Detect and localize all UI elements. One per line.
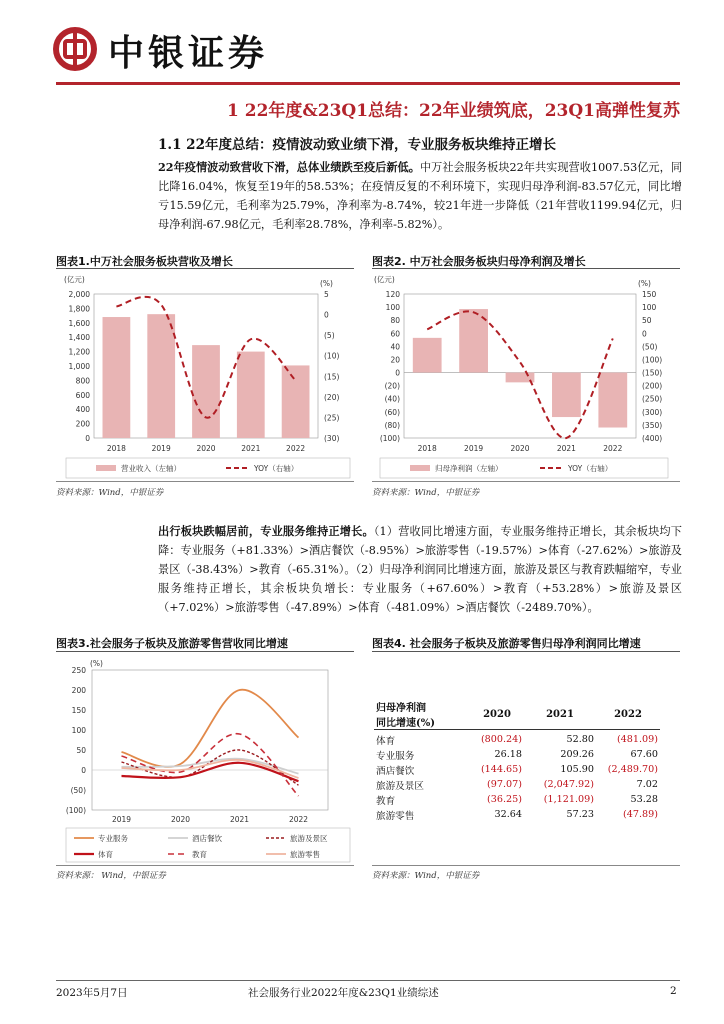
fig3-title: 图表3.社会服务子板块及旅游零售营收同比增速 — [56, 637, 288, 650]
table-header-year: 2022 — [614, 708, 642, 720]
y-tick: 0 — [81, 766, 86, 775]
y-tick: (50) — [70, 786, 86, 795]
bar — [192, 345, 220, 438]
footer-date: 2023年5月7日 — [56, 987, 128, 999]
y-tick-right: (150) — [642, 368, 663, 378]
paragraph-1-body: 中万社会服务板块22年共实现营收1007.53亿元，同比降16.04%，恢复至19年的58.53%；在疫情反复的不利环境下，实现归母净利润-83.57亿元，同比增亏15.59亿元，毛利率为25.79%，净利率为-8.74%，较21年进一步降低（21年营收1199.94亿元，归母净利润-67.98亿元，毛利率28.78%，净利率-5.82%）。 — [158, 161, 683, 231]
y-tick-left: (100) — [379, 434, 400, 443]
fig3-source-rule — [56, 865, 354, 866]
footer-title: 社会服务行业2022年度&23Q1业绩综述 — [248, 987, 439, 999]
left-axis-unit: (亿元) — [374, 275, 395, 284]
table-row-label: 酒店餐饮 — [376, 765, 415, 777]
table-cell: 26.18 — [494, 749, 522, 760]
table-cell: 7.02 — [636, 779, 658, 790]
table-row — [374, 777, 660, 792]
fig4-table — [374, 699, 660, 822]
y-tick-right: (15) — [324, 372, 340, 382]
y-tick-right: (350) — [642, 420, 663, 430]
table-row-label: 旅游及景区 — [376, 780, 424, 792]
fig1-source-rule — [56, 481, 354, 482]
x-tick: 2021 — [229, 815, 250, 824]
y-tick-left: 1,200 — [68, 347, 90, 357]
y-tick-left: 1,600 — [68, 318, 90, 328]
y-tick-right: 100 — [642, 303, 657, 313]
x-tick: 2019 — [151, 444, 171, 453]
x-tick: 2020 — [170, 815, 191, 824]
paragraph-1-lead: 22年疫情波动致营收下滑，总体业绩跌至疫后新低。 — [158, 160, 420, 174]
bar — [413, 338, 442, 373]
paragraph-2 — [158, 522, 682, 617]
section-title: 1 22年度&23Q1总结：22年业绩筑底，23Q1高弹性复苏 — [227, 101, 680, 121]
fig4-source: 资料来源：Wind，中银证券 — [372, 871, 480, 881]
fig2-rule — [372, 268, 680, 269]
table-cell: 52.80 — [566, 734, 594, 745]
y-tick-left: 100 — [385, 303, 400, 313]
y-tick-right: (10) — [324, 351, 340, 361]
fig3-chart — [56, 654, 356, 866]
fig1-rule — [56, 268, 354, 269]
paragraph-2-lead: 出行板块跌幅居前，专业服务维持正增长。 — [158, 524, 374, 538]
right-axis-unit: (%) — [638, 279, 651, 288]
bar — [598, 373, 627, 428]
paragraph-2-body: （1）营收同比增速方面，专业服务维持正增长，其余板块均下降：专业服务（+81.33%）>酒店餐饮（-8.95%）>旅游零售（-19.57%）>体育（-27.62%）>旅游及景区（-38.43%）>教育（-65.31%）。（2）归母净利润同比增速方面，旅游及景区与教育跌幅缩窄，专业服务维持正增长，其余板块负增长：专业服务（+67.60%）>教育（+53.28%）>旅游及景区（+7.02%）>旅游零售（-47.89%）>体育（-481.09%）>酒店餐饮（-2489.70%）。 — [158, 525, 682, 614]
table-cell: (2,489.70) — [607, 764, 658, 775]
y-tick-left: 1,800 — [68, 304, 90, 314]
y-tick-right: 50 — [642, 316, 652, 326]
legend-bar-label: 归母净利润（左轴） — [435, 464, 503, 473]
header-rule — [56, 82, 680, 85]
table-cell: (800.24) — [480, 734, 522, 745]
table-cell: 57.23 — [566, 809, 594, 820]
y-tick-left: (80) — [384, 420, 400, 430]
table-header-label — [374, 699, 470, 730]
y-tick-right: (100) — [642, 355, 663, 365]
y-tick-left: 120 — [385, 290, 400, 299]
y-tick-left: 400 — [75, 405, 90, 415]
y-tick-left: 40 — [390, 342, 400, 352]
y-tick: 50 — [76, 746, 86, 755]
x-tick: 2021 — [556, 444, 576, 453]
table-row — [374, 762, 660, 777]
table-cell: (36.25) — [487, 794, 522, 805]
bar — [237, 352, 265, 438]
x-tick: 2018 — [417, 444, 437, 453]
y-tick-left: 800 — [75, 376, 90, 386]
y-tick-left: 0 — [85, 434, 90, 443]
legend-label: 体育 — [98, 850, 113, 859]
y-tick-left: (20) — [384, 381, 400, 391]
y-tick-right: (250) — [642, 394, 663, 404]
table-row — [374, 732, 660, 747]
table-header-year: 2020 — [483, 708, 511, 720]
legend-bar-label: 营业收入（左轴） — [121, 464, 181, 473]
fig4-source-rule — [372, 865, 680, 866]
page-number: 2 — [670, 985, 677, 997]
paragraph-1 — [158, 158, 682, 234]
x-tick: 2019 — [464, 444, 484, 453]
fig1-chart — [56, 272, 356, 480]
fig3-rule — [56, 651, 354, 652]
y-tick-right: (5) — [324, 331, 335, 341]
bar — [552, 373, 581, 418]
table-row — [374, 747, 660, 762]
x-tick: 2019 — [111, 815, 132, 824]
brand-name: 中银证券 — [108, 33, 269, 74]
table-cell: (2,047.92) — [543, 779, 594, 790]
y-tick-right: 0 — [324, 310, 329, 320]
left-axis-unit: (亿元) — [64, 275, 85, 284]
x-tick: 2022 — [603, 444, 623, 453]
legend-bar-swatch — [410, 465, 430, 471]
y-tick-left: 1,000 — [68, 362, 90, 371]
table-cell: (47.89) — [623, 809, 658, 820]
table-cell: 209.26 — [560, 749, 594, 760]
y-tick-left: 200 — [75, 419, 90, 429]
legend-bar-swatch — [96, 465, 116, 471]
table-header-row — [374, 699, 660, 730]
boc-logo-icon — [53, 27, 97, 71]
table-header-label-line1: 归母净利润 — [376, 703, 426, 714]
legend-label: 旅游及景区 — [290, 834, 328, 843]
table-row-label: 教育 — [376, 795, 396, 807]
fig2-source: 资料来源：Wind，中银证券 — [372, 488, 480, 498]
y-tick-left: 80 — [390, 316, 400, 326]
table-cell: (1,121.09) — [543, 794, 594, 805]
y-tick-right: (200) — [642, 381, 663, 391]
y-tick-left: (60) — [384, 407, 400, 417]
y-axis-unit: (%) — [90, 659, 103, 668]
table-cell: 67.60 — [630, 749, 658, 760]
fig1-source: 资料来源：Wind，中银证券 — [56, 488, 164, 498]
table-header-label-line2: 同比增速(%) — [376, 718, 435, 729]
y-tick-left: 0 — [395, 368, 400, 378]
x-tick: 2018 — [106, 444, 126, 453]
y-tick-right: (30) — [324, 434, 340, 443]
fig2-chart — [372, 272, 680, 480]
y-tick-left: (40) — [384, 394, 400, 404]
table-row-label: 专业服务 — [376, 750, 415, 762]
footer-rule — [56, 980, 680, 981]
fig2-source-rule — [372, 481, 680, 482]
x-tick: 2020 — [196, 444, 216, 453]
legend-line-label: YOY（右轴） — [568, 464, 613, 473]
fig4-rule — [372, 651, 680, 652]
y-tick-right: 0 — [642, 329, 647, 339]
subsection-title: 1.1 22年度总结：疫情波动致业绩下滑，专业服务板块维持正增长 — [158, 137, 556, 153]
y-tick-right: 5 — [324, 290, 329, 299]
y-tick-left: 20 — [390, 355, 400, 365]
y-tick: 100 — [71, 726, 86, 735]
y-tick: 250 — [71, 666, 86, 675]
table-cell: (97.07) — [487, 779, 522, 790]
y-tick-right: (300) — [642, 407, 663, 417]
x-tick: 2021 — [241, 444, 261, 453]
bar — [147, 314, 175, 438]
table-cell: (481.09) — [616, 734, 658, 745]
y-tick-left: 60 — [390, 329, 400, 339]
bar — [103, 317, 131, 438]
table-cell: 32.64 — [494, 809, 522, 820]
right-axis-unit: (%) — [320, 279, 333, 288]
table-row-label: 旅游零售 — [376, 810, 415, 822]
table-row — [374, 792, 660, 807]
x-tick: 2022 — [286, 444, 306, 453]
y-tick-right: (50) — [642, 342, 658, 352]
legend-label: 旅游零售 — [290, 850, 320, 859]
x-tick: 2022 — [288, 815, 309, 824]
table-row — [374, 807, 660, 822]
legend-label: 专业服务 — [98, 834, 128, 843]
table-cell: (144.65) — [480, 764, 522, 775]
table-row-label: 体育 — [376, 735, 396, 747]
x-tick: 2020 — [510, 444, 530, 453]
table-cell: 53.28 — [630, 794, 658, 805]
y-tick-right: (20) — [324, 392, 340, 402]
bar — [282, 365, 310, 438]
fig1-title: 图表1.中万社会服务板块营收及增长 — [56, 255, 233, 268]
y-tick-right: (25) — [324, 413, 340, 423]
series-line — [122, 690, 299, 767]
y-tick-left: 2,000 — [68, 290, 90, 299]
y-tick-left: 1,400 — [68, 333, 90, 343]
y-tick: 150 — [71, 706, 86, 715]
y-tick: 200 — [71, 686, 86, 695]
fig4-title: 图表4. 社会服务子板块及旅游零售归母净利润同比增速 — [372, 637, 641, 650]
y-tick-right: 150 — [642, 290, 657, 299]
y-tick-left: 600 — [75, 390, 90, 400]
y-tick-right: (400) — [642, 434, 663, 443]
legend-label: 教育 — [192, 850, 207, 859]
y-tick: (100) — [65, 806, 86, 815]
fig2-title: 图表2. 中万社会服务板块归母净利润及增长 — [372, 255, 586, 268]
table-header-year: 2021 — [546, 708, 574, 720]
fig3-source: 资料来源： Wind，中银证券 — [56, 871, 166, 881]
legend-line-label: YOY（右轴） — [254, 464, 299, 473]
table-cell: 105.90 — [560, 764, 594, 775]
legend-label: 酒店餐饮 — [192, 834, 222, 843]
